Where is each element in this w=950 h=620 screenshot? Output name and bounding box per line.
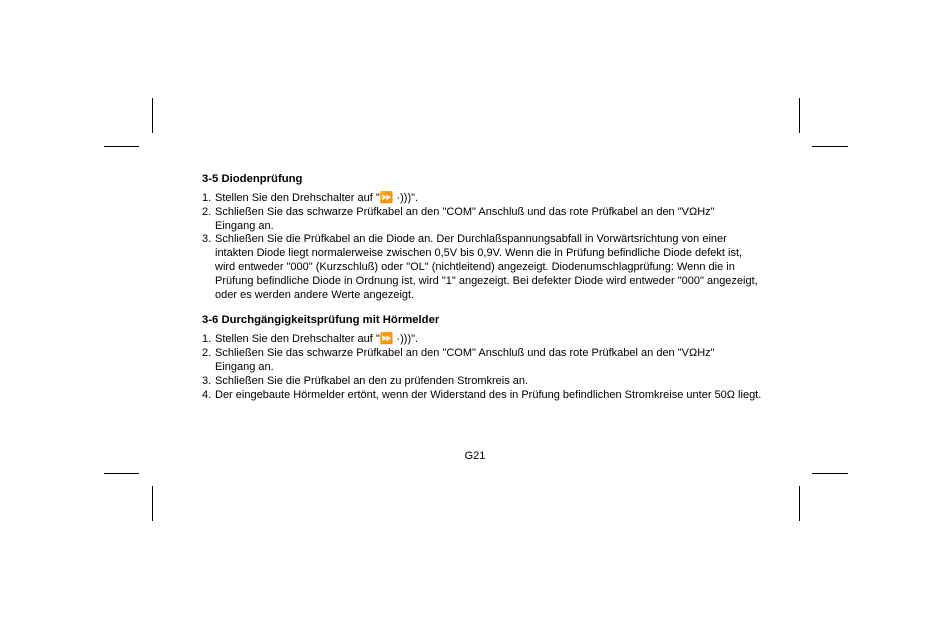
manual-content <box>202 172 802 402</box>
step-text <box>215 375 528 389</box>
crop-mark-bottom-right-vertical <box>799 486 800 521</box>
step-list <box>202 333 802 402</box>
step-item <box>202 347 802 375</box>
crop-mark-top-left-vertical <box>152 98 153 133</box>
step-line: Prüfung befindliche Diode in Ordnung ist, wird "1" angezeigt. Bei defekter Diode wird entweder "000" angezeigt, <box>215 274 758 287</box>
step-line: Stellen Sie den Drehschalter auf "⏩ ·)))". <box>215 192 419 204</box>
step-item <box>202 375 802 389</box>
section-diode-test <box>202 172 802 302</box>
step-text <box>215 333 418 347</box>
step-line: intakten Diode liegt normalerweise zwischen 0,5V bis 0,9V. Wenn die in Prüfung befindliche Diode defekt ist, <box>215 247 743 260</box>
step-line: Schließen Sie die Prüfkabel an den zu prüfenden Stromkreis an. <box>215 374 529 387</box>
crop-mark-bottom-left-vertical <box>152 486 153 521</box>
step-text <box>215 192 418 206</box>
section-spacer <box>202 302 802 313</box>
step-text <box>215 206 715 234</box>
step-line: Stellen Sie den Drehschalter auf "⏩ ·)))". <box>215 333 419 346</box>
step-number: 4. <box>202 388 212 401</box>
step-line: Schließen Sie die Prüfkabel an die Diode an. Der Durchlaßspannungsabfall in Vorwärtsrichtung von einer <box>215 233 727 246</box>
crop-mark-bottom-left-horizontal <box>104 473 139 474</box>
step-list <box>202 192 802 302</box>
step-number: 1. <box>202 333 212 346</box>
crop-mark-bottom-right-horizontal <box>812 473 848 474</box>
step-number: 2. <box>202 205 212 218</box>
crop-mark-top-left-horizontal <box>104 146 139 147</box>
step-item <box>202 233 802 302</box>
step-text <box>215 233 758 302</box>
step-number: 3. <box>202 233 212 246</box>
step-text <box>215 389 761 403</box>
step-line: Schließen Sie das schwarze Prüfkabel an den "COM" Anschluß und das rote Prüfkabel an den "VΩHz" <box>215 205 715 218</box>
step-line: wird entweder "000" (Kurzschluß) oder "OL" (nichtleitend) angezeigt. Diodenumschlagprüfung: Wenn die in <box>215 260 735 273</box>
section-heading: 3-5 Diodenprüfung <box>202 173 303 185</box>
crop-mark-top-right-vertical <box>799 98 800 133</box>
step-item <box>202 333 802 347</box>
crop-mark-top-right-horizontal <box>812 146 848 147</box>
step-line: Eingang an. <box>215 219 274 232</box>
step-number: 2. <box>202 347 212 360</box>
step-line: Schließen Sie das schwarze Prüfkabel an den "COM" Anschluß und das rote Prüfkabel an den "VΩHz" <box>215 347 715 360</box>
step-number: 1. <box>202 192 212 204</box>
step-item <box>202 192 802 206</box>
step-item <box>202 206 802 234</box>
step-line: oder es werden andere Werte angezeigt. <box>215 288 415 301</box>
page-number: G21 <box>464 450 486 462</box>
step-item <box>202 389 802 403</box>
section-heading: 3-6 Durchgängigkeitsprüfung mit Hörmelder <box>202 314 440 327</box>
section-continuity-test <box>202 313 802 402</box>
step-text <box>215 347 715 375</box>
step-line: Eingang an. <box>215 360 274 373</box>
step-line: Der eingebaute Hörmelder ertönt, wenn der Widerstand des in Prüfung befindlichen Stromkreise unter 50Ω liegt. <box>215 388 762 401</box>
step-number: 3. <box>202 374 212 387</box>
